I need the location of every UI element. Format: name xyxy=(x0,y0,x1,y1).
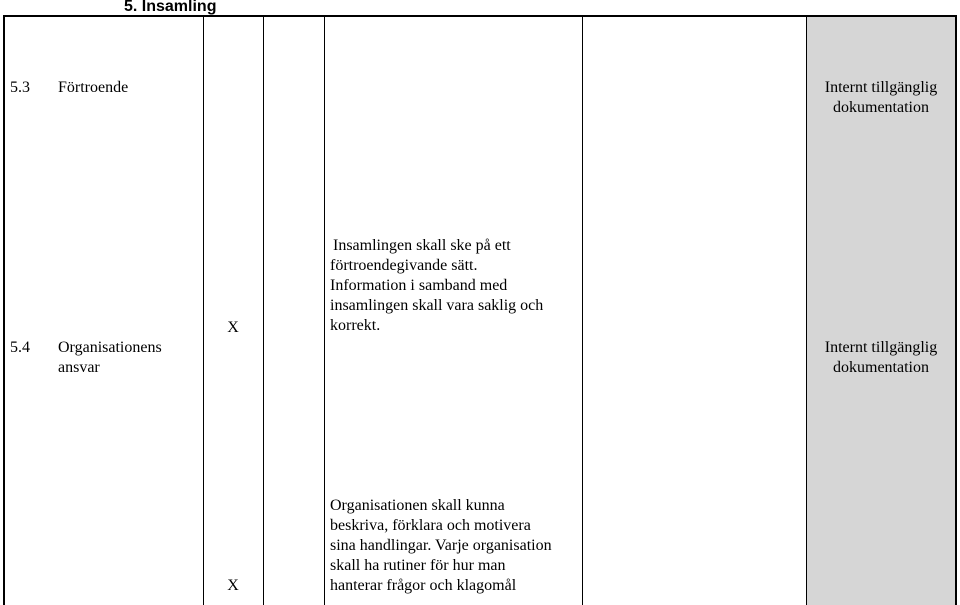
row-3-requirement-line-3: sina handlingar. Varje organisation xyxy=(330,537,552,554)
row-5-4-id: 5.4 xyxy=(10,339,30,356)
row-5-3-title: Förtroende xyxy=(58,79,129,96)
row-5-3-id: 5.3 xyxy=(10,79,30,96)
column-divider xyxy=(324,15,325,605)
row-3-requirement-line-1: Organisationen skall kunna xyxy=(330,497,505,514)
column-divider xyxy=(263,15,264,605)
row-5-4-requirement-line-2: förtroendegivande sätt. xyxy=(330,257,478,274)
row-5-4-requirement-line-3: Information i samband med xyxy=(330,277,508,294)
section-title: 5. Insamling xyxy=(124,0,217,15)
row-5-3-evidence-line-2: dokumentation xyxy=(833,99,929,116)
row-5-4-title-line-2: ansvar xyxy=(58,359,100,376)
row-5-3-evidence-line-1: Internt tillgänglig xyxy=(824,79,938,96)
row-5-4-mark: X xyxy=(227,319,239,336)
row-3-mark: X xyxy=(227,577,239,594)
row-5-4-evidence-line-1: Internt tillgänglig xyxy=(824,339,938,356)
column-divider xyxy=(582,15,583,605)
row-5-4-title-line-1: Organisationens xyxy=(58,339,162,356)
row-3-requirement-line-5: hanterar frågor och klagomål xyxy=(330,577,517,594)
row-5-4-requirement-line-4: insamlingen skall vara saklig och xyxy=(330,297,544,314)
row-5-4-requirement-line-1: Insamlingen skall ske på ett xyxy=(333,237,511,254)
row-5-4-evidence-line-2: dokumentation xyxy=(833,359,929,376)
column-divider xyxy=(203,15,204,605)
row-3-requirement-line-2: beskriva, förklara och motivera xyxy=(330,517,531,534)
row-5-4-requirement-line-5: korrekt. xyxy=(330,317,381,334)
row-3-requirement-line-4: skall ha rutiner för hur man xyxy=(330,557,506,574)
